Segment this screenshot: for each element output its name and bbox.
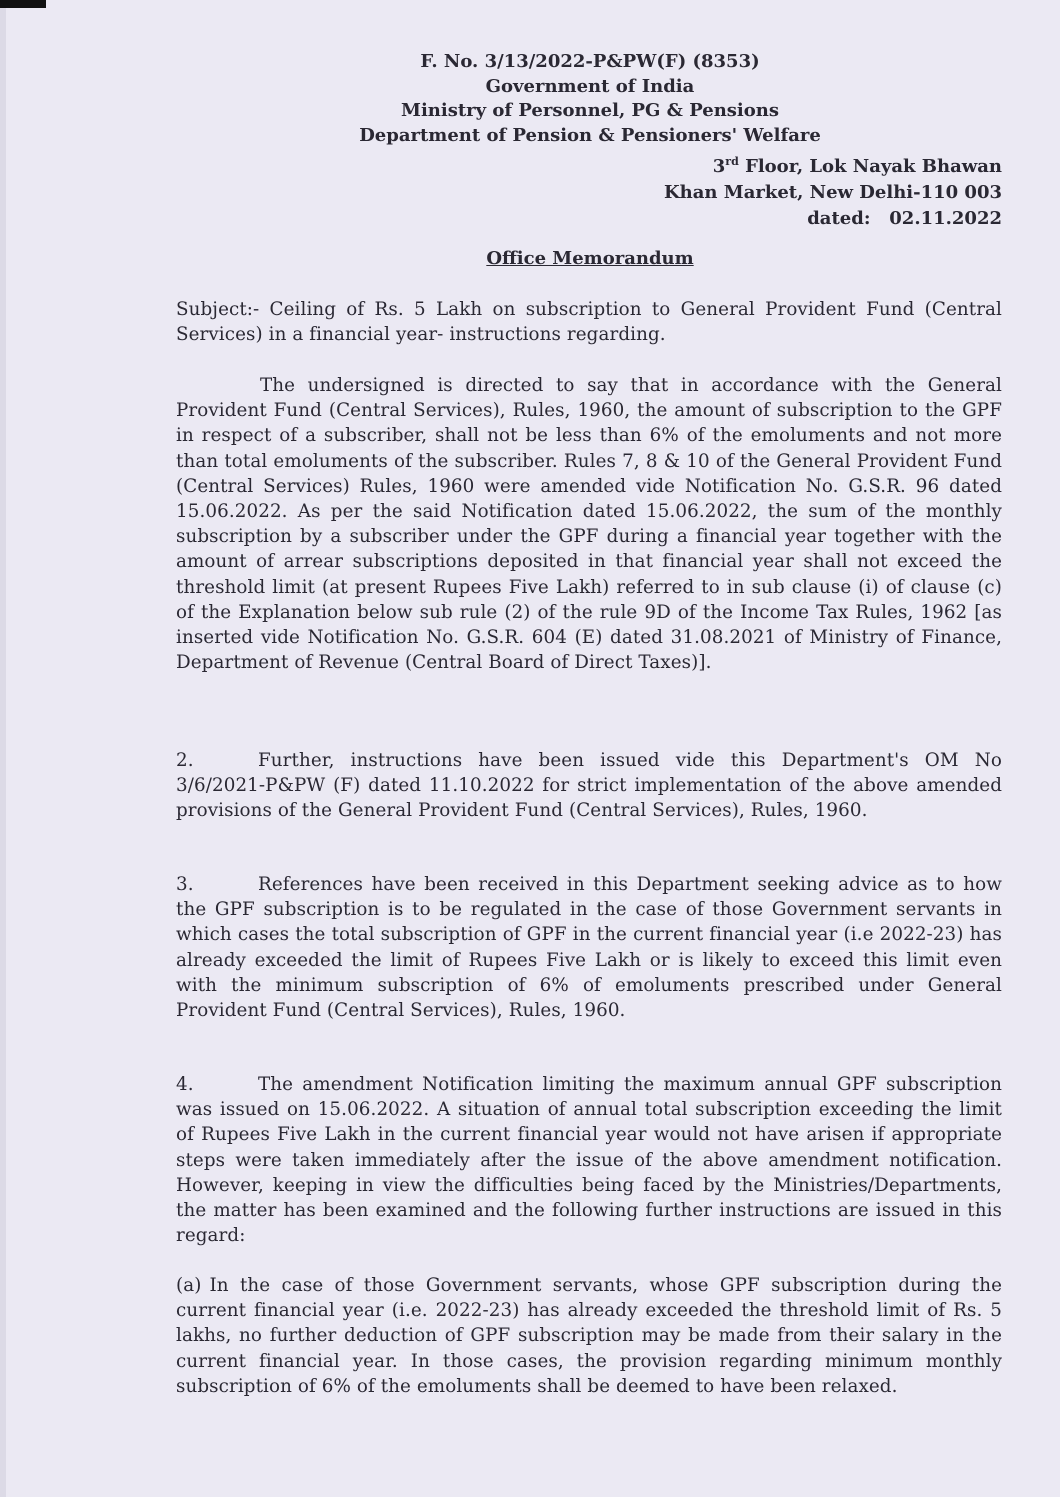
paragraph-3: [176, 872, 1002, 1023]
floor-suffix: rd: [725, 155, 739, 168]
paragraph-text: Further, instructions have been issued vide this Department's OM No 3/6/2021-P&PW (F) dated 11.10.2022 for strict implementation of the above amended provisions of the General Provident Fund (Central Services), Rules, 1960.: [176, 750, 1002, 822]
subject: Subject:- Ceiling of Rs. 5 Lakh on subscription to General Provident Fund (Central Services) in a financial year- instructions regarding.: [176, 299, 1002, 346]
paragraph-text: The amendment Notification limiting the maximum annual GPF subscription was issued on 15.06.2022. A situation of annual total subscription exceeding the limit of Rupees Five Lakh in the current financial year would not have arisen if appropriate steps were taken immediately after the issue of the above amendment notification. However, keeping in view the difficulties being faced by the Ministries/Departments, the matter has been examined and the following further instructions are issued in this regard:: [176, 1074, 1002, 1247]
scan-corner-mark: [0, 0, 46, 8]
paragraph-number: 2.: [176, 750, 194, 771]
paragraph-1: The undersigned is directed to say that in accordance with the General Provident Fund (Central Services), Rules, 1960, the amount of subscription to the GPF in respect of a subscriber, shall not be less than 6% of the emoluments and not more than total emoluments of the subscriber. Rules 7, 8 & 10 of the General Provident Fund (Central Services) Rules, 1960 were amended vide Notification No. G.S.R. 96 dated 15.06.2022. As per the said Notification dated 15.06.2022, the sum of the monthly subscription by a subscriber under the GPF during a financial year together with the amount of arrear subscriptions deposited in that financial year shall not exceed the threshold limit (at present Rupees Five Lakh) referred to in sub clause (i) of clause (c) of the Explanation below sub rule (2) of the rule 9D of the Income Tax Rules, 1962 [as inserted vide Notification No. G.S.R. 604 (E) dated 31.08.2021 of Ministry of Finance, Department of Revenue (Central Board of Direct Taxes)].: [176, 375, 1002, 674]
document-title: Office Memorandum: [486, 248, 694, 269]
paragraph-number: 4.: [176, 1074, 194, 1095]
date: dated: 02.11.2022: [807, 208, 1002, 229]
paragraph-text: References have been received in this Department seeking advice as to how the GPF subscription is to be regulated in the case of those Government servants in which cases the total subscription of GPF in the current financial year (i.e 2022-23) has already exceeded the limit of Rupees Five Lakh or is likely to exceed this limit even with the minimum subscription of 6% of emoluments prescribed under General Provident Fund (Central Services), Rules, 1960.: [176, 874, 1002, 1022]
address-line-2: Khan Market, New Delhi-110 003: [664, 182, 1002, 203]
paragraph-number: (a): [176, 1275, 202, 1296]
paragraph-number: 3.: [176, 874, 194, 895]
file-number: F. No. 3/13/2022-P&PW(F) (8353): [420, 51, 760, 72]
scan-edge: [0, 0, 6, 1497]
address-line-1-text: Floor, Lok Nayak Bhawan: [738, 156, 1002, 177]
paragraph-text: In the case of those Government servants, whose GPF subscription during the current financial year (i.e. 2022-23) has already exceeded the threshold limit of Rs. 5 lakhs, no further deduction of GPF subscription may be made from their salary in the current financial year. In those cases, the provision regarding minimum monthly subscription of 6% of the emoluments shall be deemed to have been relaxed.: [176, 1275, 1002, 1397]
paragraph-4a: [176, 1273, 1002, 1399]
government: Government of India: [485, 75, 695, 97]
floor-number: 3: [712, 156, 726, 177]
letterhead: [0, 50, 1060, 148]
department: Department of Pension & Pensioners' Welfare: [359, 124, 821, 146]
address-block: [664, 149, 1002, 232]
address-line-1: [664, 149, 1002, 180]
ministry: Ministry of Personnel, PG & Pensions: [401, 100, 779, 121]
paragraph-4: [176, 1072, 1002, 1248]
paragraph-2: [176, 748, 1002, 824]
